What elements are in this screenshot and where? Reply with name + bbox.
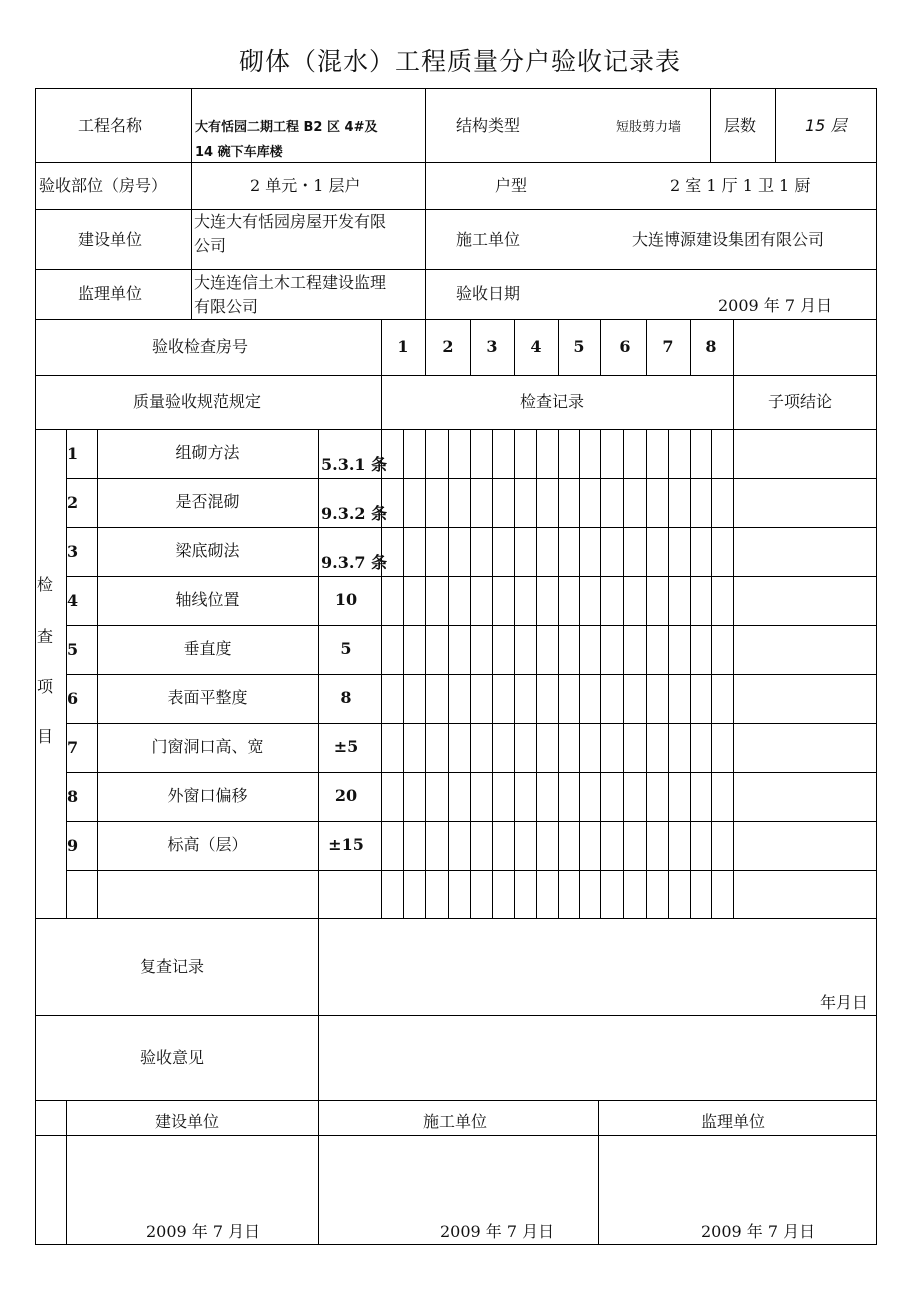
- grid-line: [470, 429, 471, 919]
- grid-line: [66, 772, 877, 773]
- floors-value: 15 层: [805, 116, 847, 135]
- grid-line: [425, 319, 426, 376]
- project-name-line2: 14 碗下车库楼: [195, 145, 283, 160]
- sign-builder-unit: 建设单位: [155, 1112, 220, 1131]
- item-number-7: 7: [67, 738, 79, 757]
- item-number-2: 2: [67, 493, 79, 512]
- item-spec-1: 5.3.1 条: [321, 455, 388, 474]
- item-number-9: 9: [67, 836, 79, 855]
- item-number-5: 5: [67, 640, 79, 659]
- grid-line: [35, 269, 877, 270]
- grid-line: [66, 870, 877, 871]
- grid-line: [536, 429, 537, 919]
- room-number-1: 1: [397, 337, 409, 356]
- grid-line: [66, 1100, 67, 1245]
- grid-line: [514, 319, 515, 376]
- grid-line: [318, 918, 319, 1101]
- grid-line: [733, 429, 734, 919]
- grid-line: [448, 429, 449, 919]
- record-header: 检查记录: [520, 392, 585, 411]
- grid-line: [711, 429, 712, 919]
- item-number-1: 1: [67, 444, 79, 463]
- grid-line: [600, 429, 601, 919]
- grid-line: [35, 209, 877, 210]
- table-border-bottom: [35, 1244, 877, 1245]
- grid-line: [558, 319, 559, 376]
- grid-line: [35, 1135, 877, 1136]
- grid-line: [425, 88, 426, 320]
- date-value: 2009 年 7 月日: [718, 296, 833, 315]
- grid-line: [646, 319, 647, 376]
- sign-constructor-date: 2009 年 7 月日: [440, 1222, 555, 1241]
- grid-line: [191, 88, 192, 320]
- item-spec-7: ±5: [333, 737, 359, 756]
- item-name-2: 是否混砌: [175, 492, 240, 511]
- sign-supervisor-unit: 监理单位: [701, 1112, 766, 1131]
- floors-label: 层数: [724, 116, 757, 135]
- page-title: 砌体（混水）工程质量分户验收记录表: [238, 47, 681, 76]
- grid-line: [66, 821, 877, 822]
- constructor-value: 大连博源建设集团有限公司: [632, 230, 825, 249]
- item-spec-5: 5: [340, 639, 352, 658]
- grid-line: [66, 527, 877, 528]
- recheck-label: 复查记录: [140, 957, 205, 976]
- item-number-8: 8: [67, 787, 79, 806]
- part-value: 2 单元・1 层户: [250, 176, 361, 195]
- grid-line: [66, 576, 877, 577]
- grid-line: [381, 319, 382, 376]
- grid-line: [35, 319, 877, 320]
- grid-line: [403, 429, 404, 919]
- room-number-5: 5: [573, 337, 585, 356]
- project-name-line1: 大有恬园二期工程 B2 区 4#及: [195, 120, 378, 135]
- grid-line: [514, 429, 515, 919]
- spec-header: 质量验收规范规定: [133, 392, 262, 411]
- grid-line: [66, 625, 877, 626]
- check-items-char-2: 查: [37, 627, 54, 646]
- grid-line: [35, 375, 877, 376]
- builder-label: 建设单位: [78, 230, 143, 249]
- grid-line: [579, 429, 580, 919]
- grid-line: [690, 319, 691, 376]
- item-name-1: 组砌方法: [175, 443, 240, 462]
- grid-line: [646, 429, 647, 919]
- item-number-6: 6: [67, 689, 79, 708]
- builder-line2: 公司: [194, 236, 227, 255]
- grid-line: [66, 723, 877, 724]
- item-name-4: 轴线位置: [175, 590, 240, 609]
- structure-value: 短肢剪力墙: [616, 120, 682, 135]
- room-number-2: 2: [442, 337, 454, 356]
- rooms-label: 验收检查房号: [152, 337, 249, 356]
- item-name-5: 垂直度: [183, 639, 232, 658]
- grid-line: [598, 1100, 599, 1245]
- date-label: 验收日期: [456, 284, 521, 303]
- table-border-top: [35, 88, 877, 89]
- grid-line: [733, 319, 734, 376]
- room-number-3: 3: [486, 337, 498, 356]
- grid-line: [35, 1015, 877, 1016]
- grid-line: [470, 319, 471, 376]
- room-number-8: 8: [705, 337, 717, 356]
- item-number-4: 4: [67, 591, 79, 610]
- grid-line: [35, 429, 877, 430]
- sign-constructor-unit: 施工单位: [423, 1112, 488, 1131]
- grid-line: [600, 319, 601, 376]
- room-number-6: 6: [619, 337, 631, 356]
- grid-line: [690, 429, 691, 919]
- item-spec-2: 9.3.2 条: [321, 504, 388, 523]
- sign-builder-date: 2009 年 7 月日: [146, 1222, 261, 1241]
- supervisor-line1: 大连连信土木工程建设监理: [194, 273, 387, 292]
- item-name-8: 外窗口偏移: [167, 786, 248, 805]
- check-items-char-4: 目: [37, 727, 54, 746]
- item-name-7: 门窗洞口高、宽: [151, 737, 264, 756]
- item-name-3: 梁底砌法: [175, 541, 240, 560]
- item-spec-3: 9.3.7 条: [321, 553, 388, 572]
- room-number-7: 7: [662, 337, 674, 356]
- check-items-char-1: 检: [37, 575, 54, 594]
- item-spec-8: 20: [334, 786, 358, 805]
- grid-line: [623, 429, 624, 919]
- conclusion-header: 子项结论: [768, 392, 833, 411]
- grid-line: [35, 918, 877, 919]
- house-type-value: 2 室 1 厅 1 卫 1 厨: [670, 176, 811, 195]
- grid-line: [381, 429, 382, 919]
- supervisor-label: 监理单位: [78, 284, 143, 303]
- grid-line: [35, 1100, 877, 1101]
- grid-line: [492, 429, 493, 919]
- check-items-char-3: 项: [37, 677, 54, 696]
- opinion-label: 验收意见: [140, 1048, 205, 1067]
- item-name-6: 表面平整度: [167, 688, 248, 707]
- grid-line: [318, 1100, 319, 1245]
- grid-line: [558, 429, 559, 919]
- structure-label: 结构类型: [456, 116, 521, 135]
- grid-line: [775, 88, 776, 163]
- recheck-date: 年月日: [820, 993, 869, 1012]
- table-border-left: [35, 88, 36, 1245]
- house-type-label: 户型: [495, 176, 528, 195]
- item-spec-6: 8: [340, 688, 352, 707]
- grid-line: [66, 478, 877, 479]
- item-spec-4: 10: [334, 590, 358, 609]
- grid-line: [668, 429, 669, 919]
- grid-line: [66, 674, 877, 675]
- table-border-right: [876, 88, 877, 1245]
- project-name-label: 工程名称: [78, 116, 143, 135]
- grid-line: [35, 162, 877, 163]
- supervisor-line2: 有限公司: [194, 297, 259, 316]
- grid-line: [425, 429, 426, 919]
- constructor-label: 施工单位: [456, 230, 521, 249]
- part-label: 验收部位（房号）: [39, 176, 168, 195]
- item-number-3: 3: [67, 542, 79, 561]
- item-name-9: 标高（层）: [167, 835, 248, 854]
- room-number-4: 4: [530, 337, 542, 356]
- sign-supervisor-date: 2009 年 7 月日: [701, 1222, 816, 1241]
- grid-line: [710, 88, 711, 163]
- builder-line1: 大连大有恬园房屋开发有限: [194, 212, 387, 231]
- item-spec-9: ±15: [328, 835, 364, 854]
